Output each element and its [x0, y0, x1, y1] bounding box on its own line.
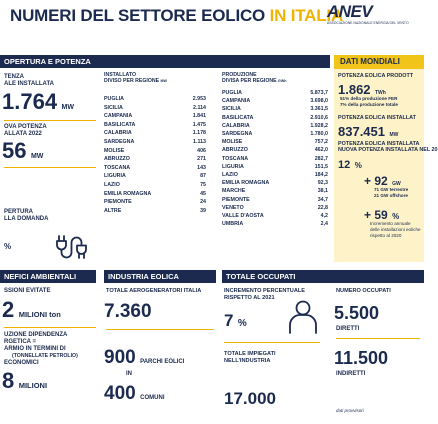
table-row	[222, 138, 328, 146]
dati-mondiali-title: DATI MONDIALI	[334, 55, 424, 69]
footnote: dati provvisori	[336, 408, 364, 413]
region-value: 92,3	[317, 180, 328, 187]
table-row	[222, 196, 328, 204]
region-name: CAMPANIA	[222, 98, 251, 105]
installato-rows	[104, 95, 206, 215]
region-value: 45	[200, 190, 206, 197]
section-header-industria: INDUSTRIA EOLICA	[104, 270, 216, 283]
table-row	[104, 129, 206, 138]
region-name: CALABRIA	[222, 122, 250, 129]
divider	[336, 338, 420, 339]
region-value: 1.475	[192, 121, 206, 128]
comuni: 400 COMUNI	[104, 383, 165, 404]
region-name: CALABRIA	[104, 130, 132, 137]
table-row	[222, 155, 328, 163]
region-name: EMILIA ROMAGNA	[104, 190, 152, 197]
region-value: 271	[197, 156, 206, 163]
region-value: 2.953	[192, 96, 206, 102]
ambientali-panel: SSIONI EVITATE 2 MILIONI ton UZIONE DIPENDENZA RGETICA = ARMIO IN TERMINI DI (TONNELLATE PETROLIO) ECONOMICI 8 MILIONI	[0, 286, 100, 424]
section-header-copertura: OPERTURA E POTENZA	[0, 55, 330, 68]
region-value: 34,7	[317, 196, 328, 203]
indiretti-value: 11.500	[334, 348, 389, 368]
table-row	[222, 212, 328, 220]
table-row	[222, 171, 328, 179]
region-value: 406	[197, 147, 206, 154]
region-name: MOLISE	[222, 139, 243, 146]
divider	[4, 120, 96, 121]
region-name: LAZIO	[222, 172, 238, 179]
table-row	[222, 130, 328, 138]
divider	[4, 167, 96, 168]
region-name: EMILIA ROMAGNA	[222, 180, 270, 187]
installato-table: INSTALLATO DIVISO PER REGIONE MW PUGLIA 2.953 SICILIA 2.114 CAMPANIA 1.841 BASILICATA 1.475 CALABRIA 1.178 SARDEGNA 1.113 MOLISE 406 ABRUZZO 271 TOSCANA 143 LIGURIA 87 LAZIO 75 EMILIA ROMAGNA 45 PIEMONTE 24 ALTRE 39	[104, 72, 206, 214]
page-title: NUMERI DEL SETTORE EOLICO IN ITALIA	[10, 6, 344, 25]
region-value: 184,2	[314, 172, 328, 179]
region-name: BASILICATA	[222, 114, 254, 121]
table-row	[104, 138, 206, 147]
table-row	[104, 147, 206, 156]
logo-wordmark: ANEV	[327, 2, 373, 21]
section-header-ambientali: NEFICI AMBIENTALI	[0, 270, 96, 283]
table-row	[104, 198, 206, 207]
person-icon	[288, 300, 318, 334]
region-name: SARDEGNA	[104, 138, 135, 145]
table-row	[104, 190, 206, 199]
divider	[224, 342, 320, 343]
region-value: 1.841	[192, 113, 206, 120]
region-value: 87	[200, 173, 206, 180]
region-name: TOSCANA	[104, 164, 131, 171]
region-name: ABRUZZO	[104, 156, 130, 163]
region-value: 1.113	[193, 138, 206, 145]
region-name: LAZIO	[104, 181, 120, 188]
region-value: 1.780,0	[310, 131, 328, 138]
table-row	[222, 114, 328, 122]
table-row	[104, 112, 206, 121]
region-value: 3.698,0	[310, 98, 328, 105]
region-name: MARCHE	[222, 188, 246, 195]
table-row	[222, 204, 328, 212]
region-name: SICILIA	[104, 104, 123, 111]
region-name: ALTRE	[104, 207, 122, 214]
region-name: PIEMONTE	[222, 196, 250, 203]
region-name: LIGURIA	[222, 163, 244, 170]
incremento-annuale: + 59 %	[364, 208, 400, 222]
table-row	[104, 95, 206, 104]
region-name: CAMPANIA	[104, 113, 133, 120]
region-value: 38,1	[317, 188, 328, 195]
region-value: 757,2	[314, 139, 328, 146]
produzione-table: PRODUZIONE DIVISA PER REGIONE GWh PUGLIA 5.873,7 CAMPANIA 3.698,0 SICILIA 3.361,5 BASILICATA 2.910,6 CALABRIA 1.928,2 SARDEGNA 1.780,0 MOLISE 757,2 ABRUZZO 462,0 TOSCANA 282,7 LIGURIA 151,5 LAZIO 184,2 EMILIA ROMAGNA 92,3 MARCHE 38,1 PIEMONTE 34,7 VENETO 22,8 VALLE D'AOSTA 4,2 UMBRIA 2,4	[222, 72, 328, 228]
region-name: PIEMONTE	[104, 199, 132, 206]
potenza-installata-mondo: 837.451 MW	[338, 124, 399, 139]
impiegati-value: 17.000	[224, 389, 276, 408]
region-value: 75	[200, 181, 206, 188]
region-value: 151,5	[314, 163, 328, 170]
table-row	[222, 179, 328, 187]
nuova-potenza: 56 MW	[2, 138, 44, 163]
anev-logo	[327, 3, 421, 27]
nuova-quota: 12 %	[338, 159, 362, 171]
section-header-occupati: TOTALE OCCUPATI	[222, 270, 424, 283]
region-value: 2.114	[193, 104, 206, 111]
incremento-occupati: 7 %	[224, 311, 247, 330]
region-value: 1.928,2	[310, 122, 328, 129]
potenza-prodotta: 1.862 TWh	[338, 82, 386, 97]
nuovi-gw: + 92 GW	[364, 174, 401, 188]
table-row	[222, 146, 328, 154]
divider	[106, 329, 214, 330]
table-row	[104, 104, 206, 113]
region-name: BASILICATA	[104, 121, 136, 128]
region-name: SARDEGNA	[222, 131, 253, 138]
table-row	[222, 163, 328, 171]
region-value: 282,7	[314, 155, 328, 162]
region-name: SICILIA	[222, 106, 241, 113]
table-row	[222, 105, 328, 113]
region-name: MOLISE	[104, 147, 125, 154]
region-value: 5.873,7	[310, 90, 328, 96]
table-row	[104, 207, 206, 216]
region-name: ABRUZZO	[222, 147, 248, 154]
table-row	[104, 121, 206, 130]
copertura-panel: TENZA ALE INSTALLATA 1.764 MW OVA POTENZA ALLATA 2022 56 MW PERTURA LLA DOMANDA %	[0, 72, 100, 262]
region-name: VENETO	[222, 204, 244, 211]
region-value: 1.178	[192, 130, 206, 137]
occupati-panel: INCREMENTO PERCENTUALE RISPETTO AL 2021 7 % TOTALE IMPIEGATI NELL'INDUSTRIA 17.000 NUMERO OCCUPATI 5.500 DIRETTI 11.500 INDIRETTI dati provvisori	[222, 286, 424, 424]
region-value: 462,0	[314, 147, 328, 154]
table-row	[222, 97, 328, 105]
region-value: 2,4	[320, 221, 328, 228]
logo-tagline: ASSOCIAZIONE NAZIONALE ENERGIA DEL VENTO	[327, 21, 409, 25]
diretti-value: 5.500	[334, 303, 380, 323]
region-value: 24	[200, 199, 206, 206]
risparmio-economico: 8 MILIONI	[2, 368, 48, 393]
table-row	[104, 172, 206, 181]
potenza-installata: 1.764 MW	[2, 89, 74, 114]
region-value: 22,8	[317, 204, 328, 211]
table-row	[222, 89, 328, 97]
table-row	[222, 187, 328, 195]
region-name: LIGURIA	[104, 173, 126, 180]
table-row	[222, 122, 328, 130]
table-row	[104, 181, 206, 190]
produzione-rows	[222, 89, 328, 228]
region-value: 39	[200, 207, 206, 214]
table-row	[222, 220, 328, 228]
emissioni-evitate: 2 MILIONI ton	[2, 297, 61, 322]
divider	[4, 327, 96, 328]
region-name: VALLE D'AOSTA	[222, 213, 264, 220]
parchi-eolici: 900 PARCHI EOLICI	[104, 347, 185, 368]
industria-panel: TOTALE AEROGENERATORI ITALIA 7.360 900 PARCHI EOLICI IN 400 COMUNI	[104, 286, 218, 424]
region-value: 143	[197, 164, 206, 171]
region-name: TOSCANA	[222, 155, 249, 162]
region-name: PUGLIA	[104, 96, 125, 102]
dati-mondiali-panel: DATI MONDIALI POTENZA EOLICA PRODOTT 1.862 TWh 51% della produzione FER 7% della produzione totale POTENZA EOLICA INSTALLAT 837.451 MW POTENZA EOLICA INSTALLATA NUOVA POTENZA INSTALLATA NEL 20 12 % + 92 GW 71 GW terrestre 21 GW offshore + 59 % Incremento annuale delle installazioni eoliche rispetto al 2020	[334, 55, 424, 262]
region-name: UMBRIA	[222, 221, 244, 228]
region-value: 3.361,5	[310, 106, 328, 113]
plug-icon	[56, 232, 88, 260]
region-value: 4,2	[320, 213, 328, 220]
region-name: PUGLIA	[222, 90, 243, 96]
table-row	[104, 155, 206, 164]
region-value: 2.910,6	[310, 114, 328, 121]
table-row	[104, 164, 206, 173]
aerogeneratori-value: 7.360	[104, 301, 152, 322]
